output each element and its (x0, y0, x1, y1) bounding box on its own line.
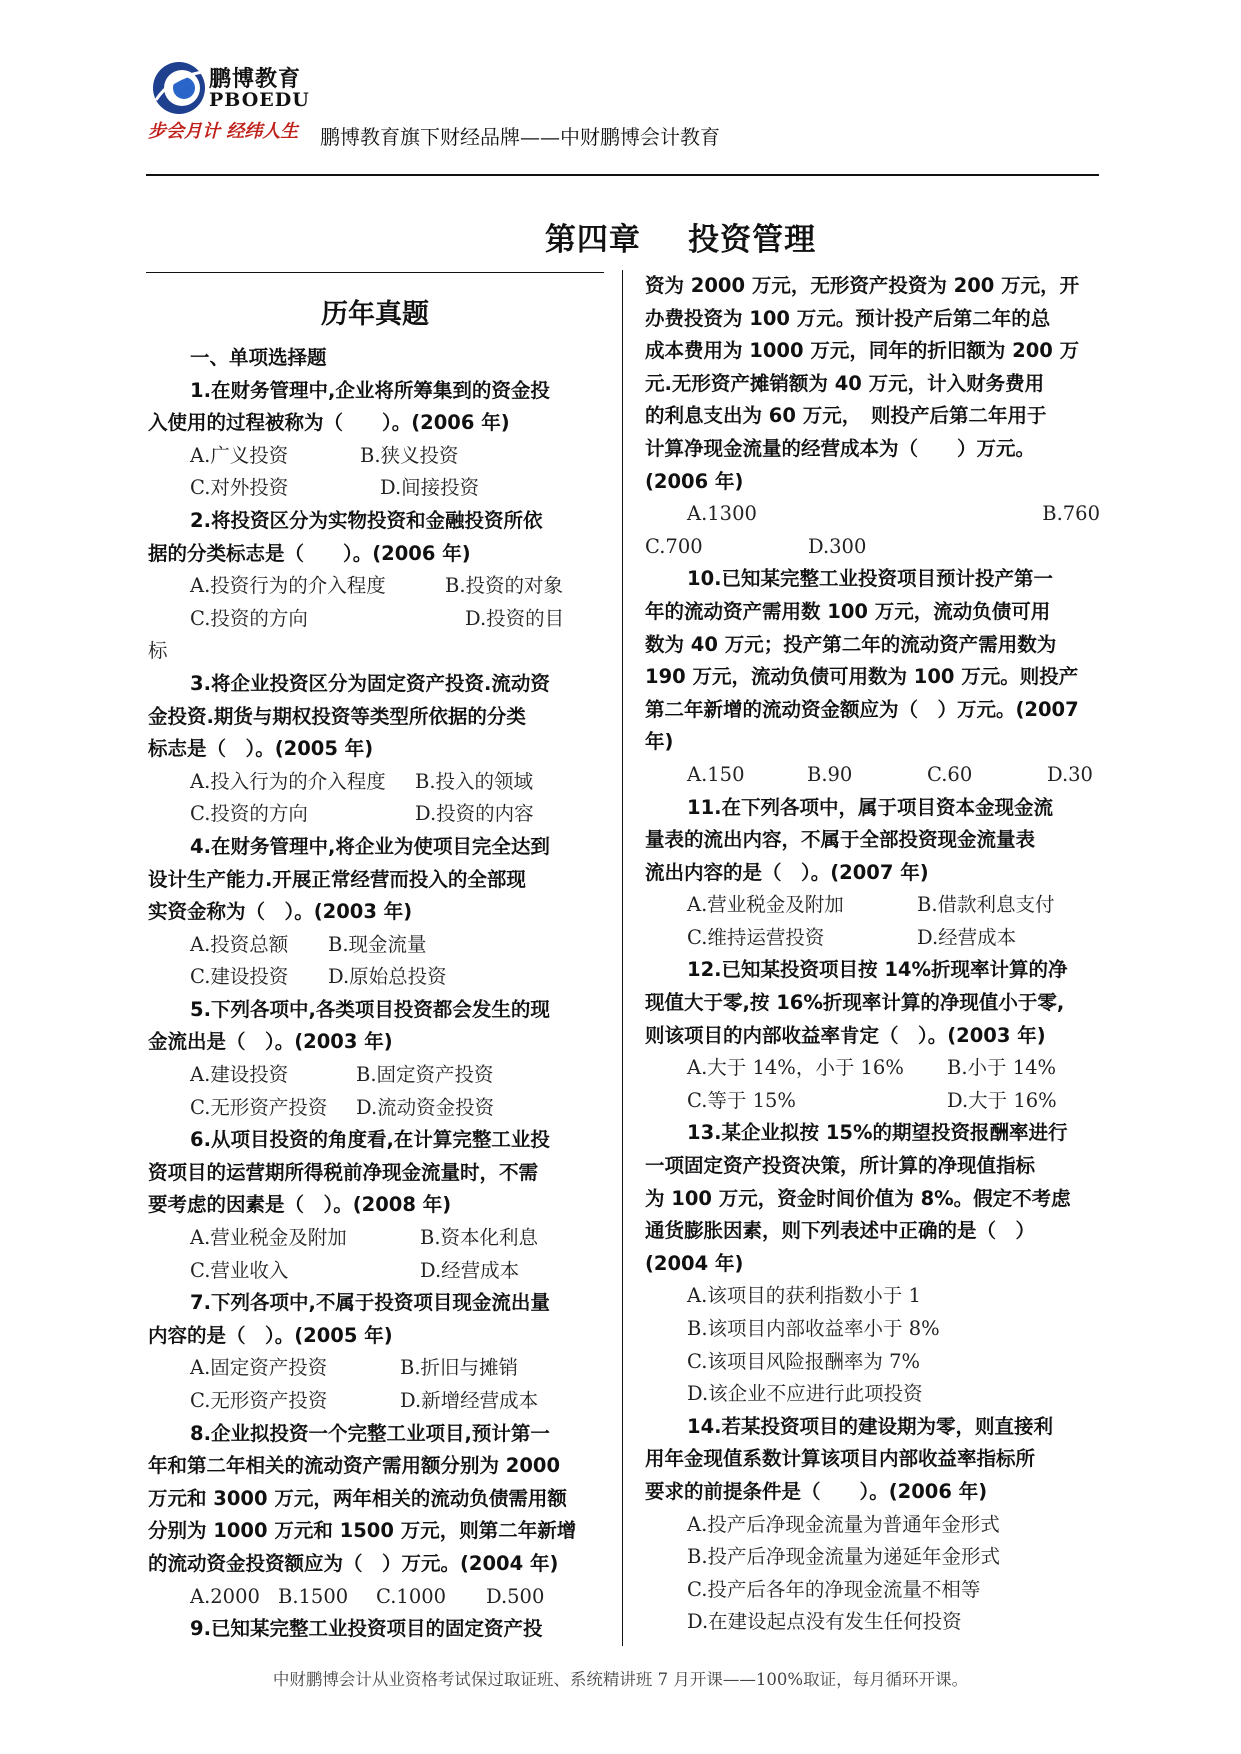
question-14: 14.若某投资项目的建设期为零，则直接利 用年金现值系数计算该项目内部收益率指标所 要求的前提条件是（ ）。(2006 年) (645, 1414, 1054, 1503)
options: C.投资的方向 D.投资的内容 (190, 802, 534, 826)
question-9-continued: 资为 2000 万元，无形资产投资为 200 万元，开 办费投资为 100 万元。预计投产后第二年的总 成本费用为 1000 万元，同年的折旧额为 200 万 元.无形资产摊销额为 40 万元，计入财务费用 的利息支出为 60 万元， 则投产后第二年用于 计算净现金流量的经营成本为（ ）万元。 (2006 年) (645, 274, 1080, 493)
options: A.投产后净现金流量为普通年金形式 (687, 1512, 1000, 1536)
options: B.该项目内部收益率小于 8% (687, 1317, 940, 1340)
options: C.营业收入 D.经营成本 (190, 1258, 520, 1282)
header-divider (146, 174, 1099, 176)
question-12: 12.已知某投资项目按 14%折现率计算的净 现值大于零,按 16%折现率计算的净现值小于零, 则该项目的内部收益率肯定（ ）。(2003 年) (645, 958, 1068, 1047)
chapter-name: 投资管理 (688, 222, 817, 258)
pboedu-logo-icon (150, 58, 208, 116)
options: A.该项目的获利指数小于 1 (687, 1284, 921, 1308)
options: D.该企业不应进行此项投资 (687, 1382, 923, 1406)
options: A.建设投资 B.固定资产投资 (190, 1063, 494, 1087)
question-9-start: 9.已知某完整工业投资项目的固定资产投 (190, 1617, 543, 1641)
question-7: 7.下列各项中,不属于投资项目现金流出量 内容的是（ ）。(2005 年) (148, 1291, 550, 1347)
options: C.等于 15% D.大于 16% (687, 1088, 1057, 1112)
options: B.投产后净现金流量为递延年金形式 (687, 1545, 1001, 1569)
options: C.投资的方向 D.投资的目 (190, 606, 565, 630)
question-2: 2.将投资区分为实物投资和金融投资所依 据的分类标志是（ ）。(2006 年) (148, 508, 543, 565)
question-type-heading: 一、单项选择题 (190, 346, 327, 369)
options: C.建设投资 D.原始总投资 (190, 965, 447, 989)
options: A.150 B.90 C.60 D.30 (687, 762, 1093, 786)
options: A.2000 B.1500 C.1000 D.500 (190, 1584, 545, 1608)
question-6: 6.从项目投资的角度看,在计算完整工业投 资项目的运营期所得税前净现金流量时，不需 要考虑的因素是（ ）。(2008 年) (148, 1128, 550, 1217)
options: C.维持运营投资 D.经营成本 (687, 925, 1017, 949)
options: C.对外投资 D.间接投资 (190, 476, 480, 500)
options: A.营业税金及附加 B.资本化利息 (190, 1226, 539, 1250)
question-11: 11.在下列各项中，属于项目资本金现金流 量表的流出内容，不属于全部投资现金流量表 流出内容的是（ ）。(2007 年) (645, 795, 1054, 884)
left-column (148, 342, 606, 1646)
chapter-number: 第四章 (544, 222, 641, 258)
options: A.投入行为的介入程度 B.投入的领域 (190, 769, 534, 793)
brand-name-cn: 鹏博教育 (209, 66, 302, 92)
question-1: 1.在财务管理中,企业将所筹集到的资金投 入使用的过程被称为（ ）。(2006 年) (148, 378, 550, 435)
options: A.大于 14%，小于 16% B.小于 14% (687, 1056, 1057, 1080)
question-10: 10.已知某完整工业投资项目预计投产第一 年的流动资产需用数 100 万元，流动负债可用 数为 40 万元；投产第二年的流动资产需用数为 190 万元，流动负债可用数为 100 万元。则投产 第二年新增的流动资金额应为（ ）万元。(2007 年) (645, 567, 1079, 754)
question-5: 5.下列各项中,各类项目投资都会发生的现 金流出是（ ）。(2003 年) (148, 997, 550, 1054)
page-footer: 中财鹏博会计从业资格考试保过取证班、系统精讲班 7 月开课——100%取证，每月循环开课。 (272, 1670, 969, 1689)
options: D.在建设起点没有发生任何投资 (687, 1610, 962, 1634)
question-8: 8.企业拟投资一个完整工业项目,预计第一 年和第二年相关的流动资产需用额分别为 2000 万元和 3000 万元，两年相关的流动负债需用额 分别为 1000 万元和 1500 万元，则第二年新增 的流动资金投资额应为（ ）万元。(2004 年) (148, 1421, 577, 1575)
chapter-title (0, 214, 1241, 259)
header-tagline: 鹏博教育旗下财经品牌——中财鹏博会计教育 (320, 125, 720, 149)
brand-slogan: 步会月计 经纬人生 (148, 121, 299, 142)
options: C.无形资产投资 D.新增经营成本 (190, 1389, 539, 1412)
question-4: 4.在财务管理中,将企业为使项目完全达到 设计生产能力.开展正常经营而投入的全部现 实资金称为（ ）。(2003 年) (148, 834, 550, 924)
options: A.投资总额 B.现金流量 (190, 932, 427, 956)
option-continuation: 标 (148, 639, 168, 663)
column-divider (622, 270, 623, 1646)
options: A.1300 B.760 (687, 502, 1100, 526)
brand-name-en: PBOEDU (209, 89, 310, 111)
options: C.该项目风险报酬率为 7% (687, 1349, 921, 1373)
options: C.无形资产投资 D.流动资金投资 (190, 1095, 495, 1119)
right-column (645, 270, 1100, 1639)
section-title: 历年真题 (321, 299, 429, 330)
options: A.固定资产投资 B.折旧与摊销 (190, 1356, 519, 1380)
section-divider (146, 272, 604, 273)
options: C.700 D.300 (645, 534, 867, 558)
options: A.投资行为的介入程度 B.投资的对象 (190, 574, 564, 598)
question-13: 13.某企业拟按 15%的期望投资报酬率进行 一项固定资产投资决策，所计算的净现值指标 为 100 万元，资金时间价值为 8%。假定不考虑 通货膨胀因素，则下列表述中正确的是（ ） (2004 年) (645, 1121, 1071, 1275)
options: A.广义投资 B.狭义投资 (190, 443, 459, 467)
question-3: 3.将企业投资区分为固定资产投资.流动资 金投资.期货与期权投资等类型所依据的分类 标志是（ ）。(2005 年) (148, 671, 550, 761)
options: C.投产后各年的净现金流量不相等 (687, 1577, 981, 1601)
options: A.营业税金及附加 B.借款利息支付 (687, 893, 1055, 917)
